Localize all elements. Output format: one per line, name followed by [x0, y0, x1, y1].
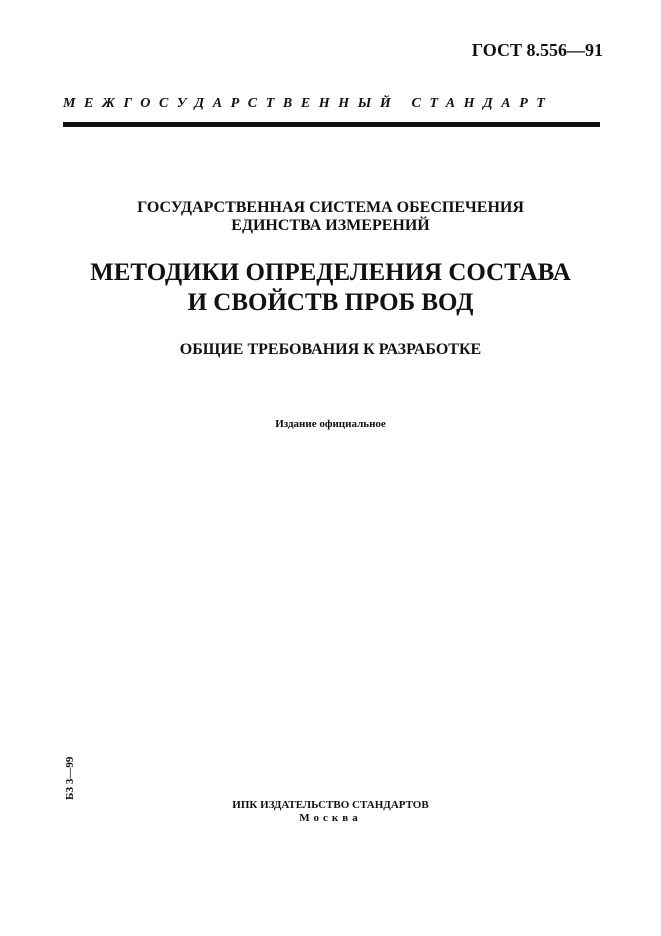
system-heading [0, 199, 661, 235]
document-title-line-1: МЕТОДИКИ ОПРЕДЕЛЕНИЯ СОСТАВА [90, 259, 571, 286]
document-title-line-2: И СВОЙСТВ ПРОБ ВОД [187, 289, 474, 316]
document-code: ГОСТ 8.556—91 [471, 40, 603, 60]
system-heading-line-2: ЕДИНСТВА ИЗМЕРЕНИЙ [231, 217, 430, 234]
header-rule [63, 122, 600, 127]
system-heading-line-1: ГОСУДАРСТВЕННАЯ СИСТЕМА ОБЕСПЕЧЕНИЯ [137, 199, 524, 216]
edition-note: Издание официальное [275, 418, 386, 430]
publisher-name: ИПК ИЗДАТЕЛЬСТВО СТАНДАРТОВ [232, 799, 429, 811]
side-code: БЗ 3—99 [64, 756, 76, 800]
publisher-city: Москва [299, 812, 362, 824]
document-title [0, 258, 661, 318]
document-subtitle: ОБЩИЕ ТРЕБОВАНИЯ К РАЗРАБОТКЕ [179, 341, 482, 358]
interstate-standard-label: МЕЖГОСУДАРСТВЕННЫЙ СТАНДАРТ [63, 96, 554, 111]
publisher-block [0, 799, 661, 825]
